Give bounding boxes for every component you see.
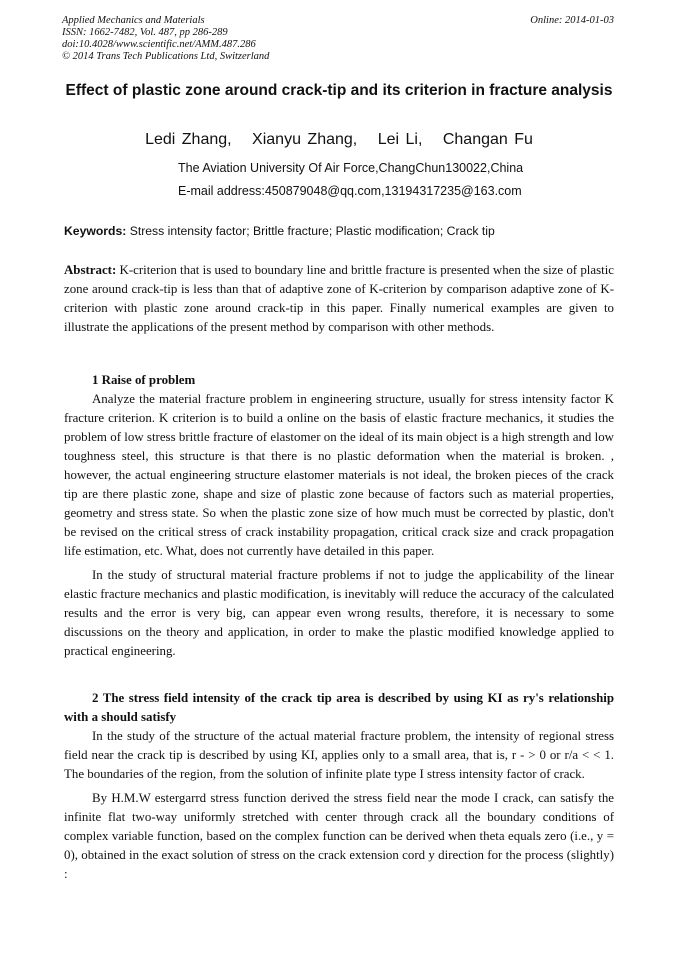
paragraph: Analyze the material fracture problem in engineering structure, usually for stress intensity factor K fracture criterion. K criterion is to build a online on the basis of elastic fracture mechanics, it studies the problem of low stress brittle fracture of elastomer on the ideal of its main object is a high strength and low toughness steel, this structure is that there is no plastic deformation when the material is broken. , however, the actual engineering structure elastomer materials is not ideal, the broken pieces of the crack tip are there plastic zone, shape and size of plastic zone because of factors such as material properties, geometry and stress state. So when the plastic zone size of how much must be corrected by plastic, don't be revised on the critical stress of crack instability propagation, critical crack size and crack propagation life estimation, etc. What, does not currently have detailed in this paper. (64, 392, 614, 558)
keywords (64, 224, 495, 238)
section-2 (64, 689, 614, 884)
section-heading: 2 The stress field intensity of the crack tip area is described by using KI as ry's relationship with a should satisfy (64, 691, 614, 724)
affiliation: The Aviation University Of Air Force,ChangChun130022,China (178, 161, 524, 175)
email-address[interactable]: E-mail address:450879048@qq.com,13194317235@163.com (178, 184, 522, 198)
paragraph: In the study of the structure of the actual material fracture problem, the intensity of regional stress field near the crack tip is described by using KI, applies only to a small area, that is, r - > 0 or r/a < < 1. The boundaries of the region, from the solution of infinite plate type I stress intensity factor of crack. (64, 729, 614, 781)
author-name: Lei Li, (377, 131, 423, 148)
issn-line: ISSN: 1662-7482, Vol. 487, pp 286-289 (62, 27, 228, 38)
online-date: Online: 2014-01-03 (530, 15, 614, 26)
journal-name: Applied Mechanics and Materials (62, 15, 205, 26)
author-name: Changan Fu (442, 131, 533, 148)
paper-title: Effect of plastic zone around crack-tip and its criterion in fracture analysis (65, 82, 613, 99)
author-name: Xianyu Zhang, (252, 131, 358, 148)
author-list (64, 131, 614, 149)
abstract (64, 261, 614, 337)
abstract-text: K-criterion that is used to boundary line and brittle fracture is presented when the size of plastic zone around crack-tip is less than that of adaptive zone of K-criterion by comparison adaptive zone of K-criterion with plastic zone around crack-tip in this paper. Finally numerical examples are given to illustrate the applications of the present method by comparison with other methods. (64, 263, 614, 334)
author-name: Ledi Zhang, (145, 131, 232, 148)
copyright-line: © 2014 Trans Tech Publications Ltd, Switzerland (62, 51, 270, 62)
paragraph: By H.M.W estergarrd stress function derived the stress field near the mode I crack, can satisfy the infinite flat two-way uniformly stretched with center through crack all the boundary conditions of complex variable function, based on the complex function can be derived when theta equals zero (i.e., y = 0), obtained in the exact solution of stress on the crack extension cord y direction for the process (slightly) : (64, 791, 614, 881)
abstract-label: Abstract: (64, 263, 117, 277)
journal-header (62, 15, 269, 63)
keywords-label: Keywords: (64, 224, 127, 238)
doi-line[interactable]: doi:10.4028/www.scientific.net/AMM.487.286 (62, 39, 256, 50)
keywords-text: Stress intensity factor; Brittle fracture; Plastic modification; Crack tip (126, 224, 495, 238)
section-1 (64, 371, 614, 661)
paragraph: In the study of structural material fracture problems if not to judge the applicability of the linear elastic fracture mechanics and plastic modification, is inevitably will reduce the accuracy of the calculated results and the error is very big, can appear even wrong results, therefore, it is necessary to some discussions on the theory and application, in order to make the plastic modified knowledge applied to practical engineering. (64, 568, 614, 658)
section-heading: 1 Raise of problem (92, 373, 196, 387)
